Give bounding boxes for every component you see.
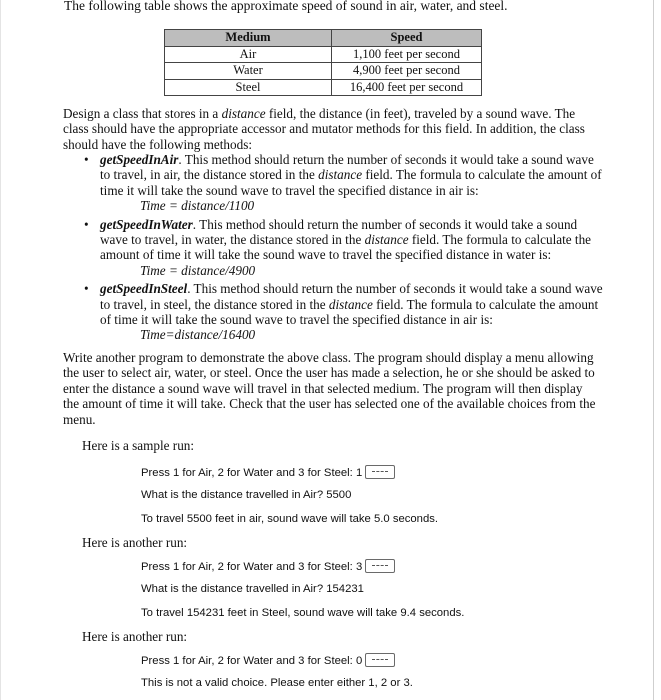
bullet-icon: • bbox=[84, 281, 89, 297]
design-text-2: field, the distance (in feet), traveled by a sound wave. The class should have the appropriate accessor and mutator methods for this field. In addition, the class should have the following methods: bbox=[63, 106, 585, 152]
method-text-2: field. The formula to calculate the amount of time it will take the sound wave to travel the specified distance in air is: bbox=[100, 296, 599, 328]
page-left-edge bbox=[0, 0, 1, 700]
method-formula: Time = distance/1100 bbox=[140, 198, 255, 214]
run-text: Press 1 for Air, 2 for Water and 3 for Steel: 3 bbox=[141, 561, 363, 573]
cell-medium: Water bbox=[165, 63, 332, 80]
run-prompt-line bbox=[141, 653, 395, 667]
cell-speed: 16,400 feet per second bbox=[332, 79, 482, 96]
intro-text: The following table shows the approximate speed of sound in air, water, and steel. bbox=[64, 0, 508, 13]
list-item bbox=[84, 152, 604, 214]
run-line: What is the distance travelled in Air? 154231 bbox=[141, 583, 364, 595]
run-prompt-line bbox=[141, 559, 395, 573]
method-field: distance bbox=[328, 296, 373, 312]
header-medium: Medium bbox=[165, 30, 332, 47]
page-right-edge bbox=[653, 0, 654, 700]
method-text-1: . This method should return the number of seconds it would take a sound wave to travel, in water, the distance stored in the bbox=[100, 216, 578, 248]
bullet-icon: • bbox=[84, 152, 89, 167]
method-formula: Time = distance/4900 bbox=[140, 262, 256, 278]
cell-medium: Air bbox=[165, 46, 332, 63]
cell-medium: Steel bbox=[165, 79, 332, 96]
method-text-2: field. The formula to calculate the amount of time it will take the sound wave to travel the specified distance in air is: bbox=[100, 167, 602, 198]
run-label: Here is a sample run: bbox=[82, 438, 195, 453]
table-header-row bbox=[165, 30, 482, 47]
header-speed: Speed bbox=[332, 30, 482, 47]
method-name: getSpeedInSteel bbox=[100, 281, 188, 297]
bullet-icon: • bbox=[84, 216, 89, 232]
method-name: getSpeedInWater bbox=[100, 216, 193, 232]
design-paragraph bbox=[63, 106, 600, 152]
method-text-2: field. The formula to calculate the amount of time it will take the sound wave to travel the specified distance in water is: bbox=[100, 232, 592, 263]
keyboard-icon bbox=[365, 653, 395, 667]
run-text: Press 1 for Air, 2 for Water and 3 for Steel: 1 bbox=[141, 467, 363, 479]
method-text-1: . This method should return the number of seconds it would take a sound wave to travel, in steel, the distance stored in the bbox=[100, 281, 603, 312]
cell-speed: 4,900 feet per second bbox=[332, 63, 482, 80]
method-field: distance bbox=[318, 167, 363, 183]
method-name: getSpeedInAir bbox=[100, 152, 179, 167]
run-line: This is not a valid choice. Please enter either 1, 2 or 3. bbox=[141, 677, 413, 689]
method-formula: Time=distance/16400 bbox=[140, 327, 256, 343]
cell-speed: 1,100 feet per second bbox=[332, 46, 482, 63]
run-prompt-line bbox=[141, 465, 395, 479]
table-row bbox=[165, 46, 482, 63]
run-line: To travel 5500 feet in air, sound wave will take 5.0 seconds. bbox=[141, 513, 439, 525]
list-item bbox=[84, 281, 604, 343]
method-field: distance bbox=[364, 232, 409, 248]
program-paragraph: Write another program to demonstrate the above class. The program should display a menu allowing the user to select air, water, or steel. Once the user has made a selection, he or she should be asked to enter the distance a sound wave will travel in that selected medium. The program will then display the amount of time it will take. Check that the user has selected one of the available choices from the menu. bbox=[63, 350, 596, 427]
design-text-1: Design a class that stores in a bbox=[63, 106, 222, 121]
method-list bbox=[84, 152, 604, 346]
run-label: Here is another run: bbox=[82, 535, 188, 550]
keyboard-icon bbox=[365, 465, 395, 479]
run-text: Press 1 for Air, 2 for Water and 3 for Steel: 0 bbox=[141, 655, 363, 667]
list-item bbox=[84, 217, 604, 279]
table-row bbox=[165, 79, 482, 96]
speed-table bbox=[164, 29, 482, 96]
method-text-1: . This method should return the number of seconds it would take a sound wave to travel, in air, the distance stored in the bbox=[100, 152, 594, 183]
table-row bbox=[165, 63, 482, 80]
keyboard-icon bbox=[365, 559, 395, 573]
run-label: Here is another run: bbox=[82, 629, 188, 644]
run-line: To travel 154231 feet in Steel, sound wave will take 9.4 seconds. bbox=[141, 607, 465, 619]
design-distance-field: distance bbox=[221, 106, 266, 121]
run-line: What is the distance travelled in Air? 5500 bbox=[141, 489, 352, 501]
